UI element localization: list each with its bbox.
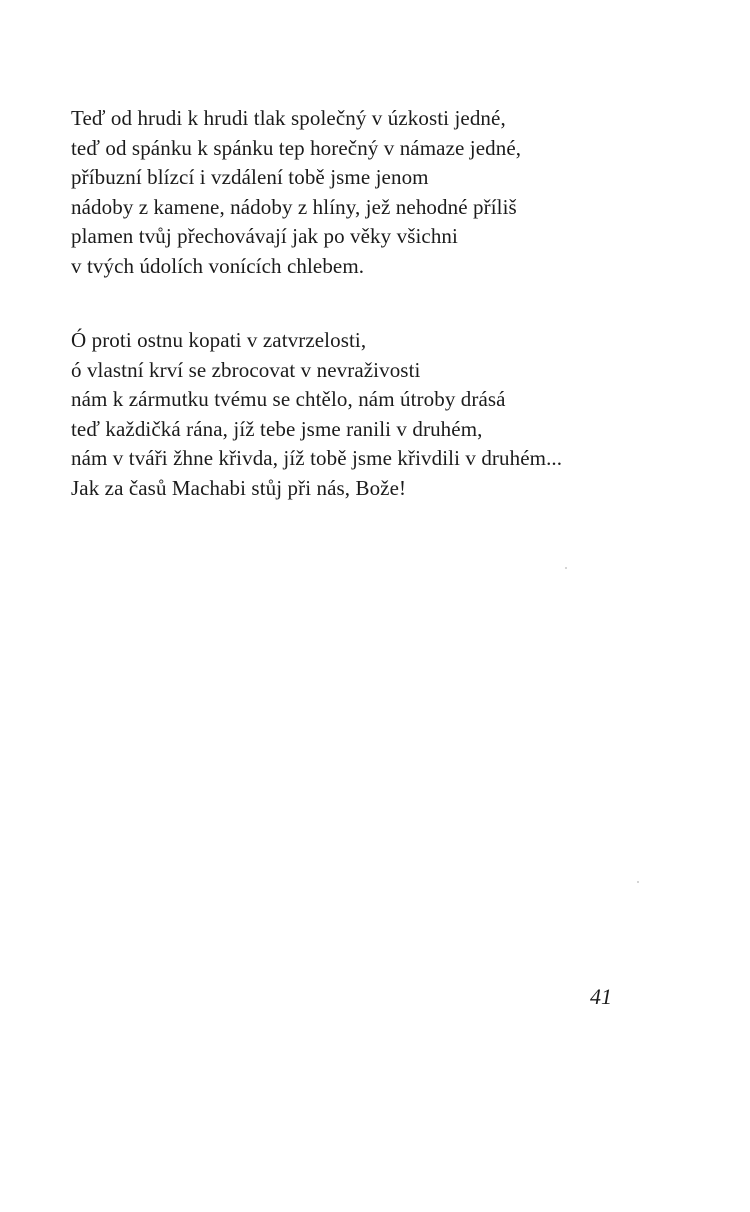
poem-line: plamen tvůj přechovávají jak po věky všichni <box>71 224 458 248</box>
poem-line: Ó proti ostnu kopati v zatvrzelosti, <box>71 328 367 352</box>
stanza-1 <box>71 104 521 281</box>
page-number: 41 <box>590 984 612 1009</box>
poem-line: v tvých údolích vonících chlebem. <box>71 253 365 278</box>
poem-line: Jak za časů Machabi stůj při nás, Bože! <box>71 475 407 500</box>
poem-line: nám v tváři žhne křivda, jíž tobě jsme křivdili v druhém... <box>71 446 563 470</box>
poem-line: teď každičká rána, jíž tebe jsme ranili v druhém, <box>71 416 483 441</box>
stanza-2 <box>71 326 562 503</box>
poem-line: příbuzní blízcí i vzdálení tobě jsme jenom <box>71 165 429 189</box>
poem-line: teď od spánku k spánku tep horečný v námaze jedné, <box>71 135 522 160</box>
poem-line: nám k zármutku tvému se chtělo, nám útroby drásá <box>71 387 506 411</box>
poem-line: ó vlastní krví se zbrocovat v nevraživosti <box>71 357 421 382</box>
poem-line: Teď od hrudi k hrudi tlak společný v úzkosti jedné, <box>71 106 506 130</box>
paper-speck <box>637 881 639 883</box>
paper-speck <box>565 567 567 569</box>
poem-line: nádoby z kamene, nádoby z hlíny, jež nehodné příliš <box>71 194 517 219</box>
